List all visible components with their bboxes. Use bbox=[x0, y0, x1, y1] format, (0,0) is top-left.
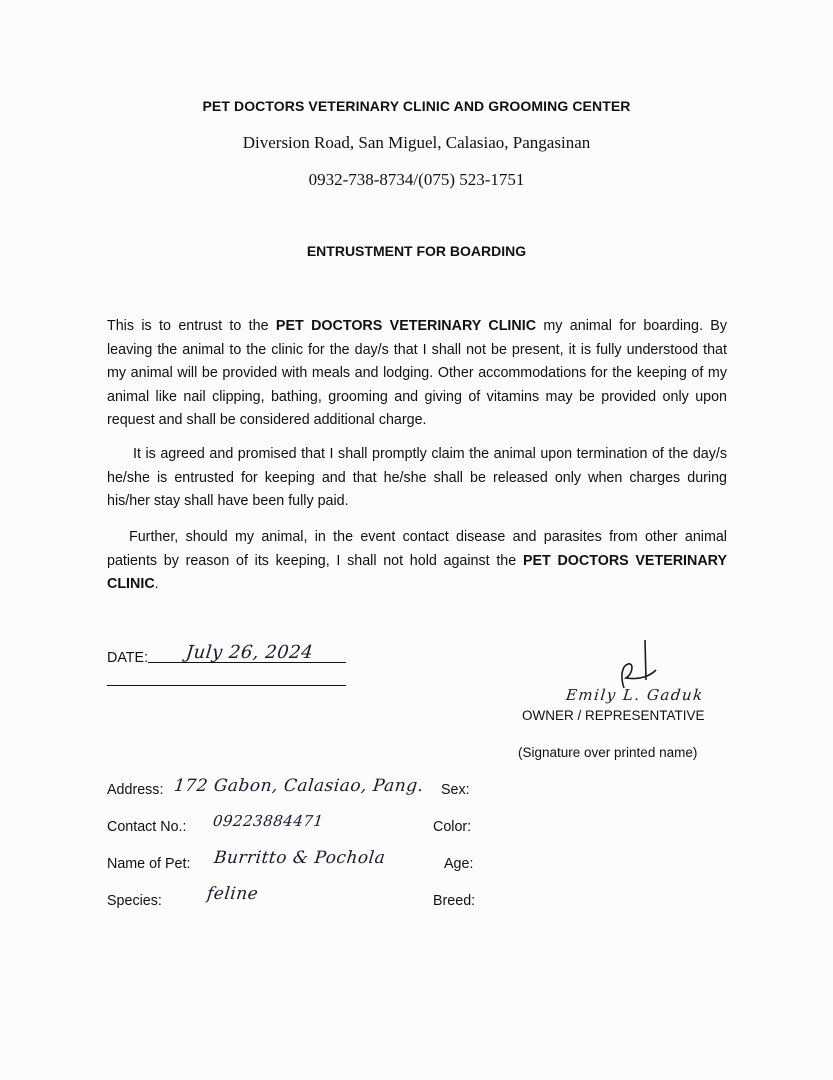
sex-label: Sex: bbox=[441, 782, 470, 798]
pet-name-value: Burritto & Pochola bbox=[212, 848, 387, 868]
clinic-name-bold: PET DOCTORS VETERINARY CLINIC bbox=[275, 318, 537, 334]
date-label: DATE: bbox=[107, 650, 149, 666]
signature-handwritten-name: Emily L. Gaduk bbox=[565, 686, 705, 704]
paragraph-liability bbox=[107, 526, 727, 597]
address-label: Address: bbox=[107, 782, 164, 798]
document-title: ENTRUSTMENT FOR BOARDING bbox=[306, 243, 527, 259]
signature-role: OWNER / REPRESENTATIVE bbox=[522, 708, 705, 723]
signature-note: (Signature over printed name) bbox=[518, 745, 698, 760]
paragraph-text: This is to entrust to the bbox=[107, 318, 276, 334]
color-label: Color: bbox=[433, 819, 472, 835]
address-value: 172 Gabon, Calasiao, Pang. bbox=[172, 776, 425, 796]
paragraph-text: Further, should my animal, in the event contact disease and parasites from other animal patients by reason of its keeping, I shall not hold against the bbox=[107, 529, 727, 569]
contact-value: 09223884471 bbox=[212, 812, 325, 830]
paragraph-text: my animal for boarding. By leaving the animal to the clinic for the day/s that I shall not be present, it is fully understood that my animal will be provided with meals and lodging. Other accommodations for the keeping of my animal like nail clipping, bathing, grooming and giving of vitamins may be provided only upon request and shall be considered additional charge. bbox=[107, 318, 727, 428]
clinic-name-bold: PET DOCTORS VETERINARY CLINIC bbox=[107, 552, 728, 592]
blank-line bbox=[107, 685, 346, 686]
date-value: July 26, 2024 bbox=[184, 642, 315, 663]
contact-label: Contact No.: bbox=[107, 819, 187, 835]
clinic-phone: 0932-738-8734/(075) 523-1751 bbox=[308, 170, 525, 189]
age-label: Age: bbox=[444, 856, 474, 872]
clinic-name: PET DOCTORS VETERINARY CLINIC AND GROOMING CENTER bbox=[202, 98, 631, 114]
species-label: Species: bbox=[107, 893, 162, 909]
clinic-address: Diversion Road, San Miguel, Calasiao, Pangasinan bbox=[242, 133, 591, 152]
paragraph-claim: It is agreed and promised that I shall promptly claim the animal upon termination of the day/s he/she is entrusted for keeping and that he/she shall be released only when charges during his/her stay shall have been fully paid. bbox=[107, 446, 727, 509]
species-value: feline bbox=[205, 884, 260, 904]
paragraph-entrustment bbox=[107, 315, 727, 433]
breed-label: Breed: bbox=[433, 893, 476, 909]
paragraph-text: . bbox=[154, 576, 159, 592]
pet-name-label: Name of Pet: bbox=[107, 856, 191, 872]
